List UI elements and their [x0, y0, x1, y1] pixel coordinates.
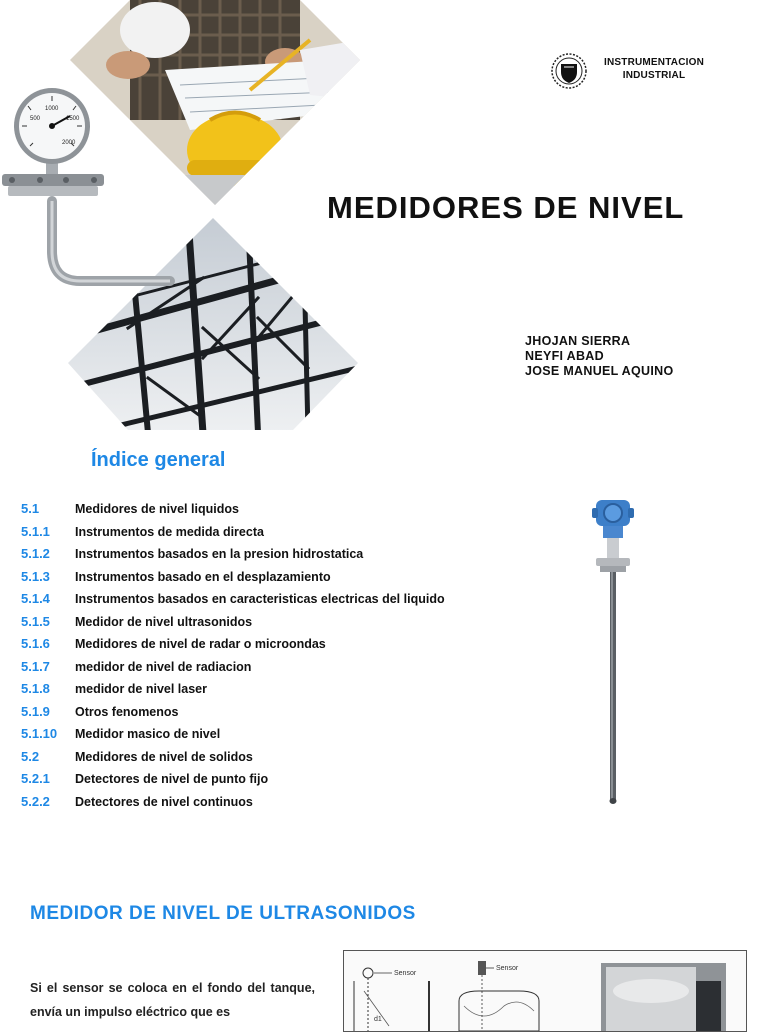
- toc-number: 5.2.2: [21, 793, 50, 809]
- toc-label: Detectores de nivel continuos: [75, 794, 253, 809]
- toc-item[interactable]: [21, 656, 461, 679]
- svg-text:2000: 2000: [62, 140, 76, 146]
- toc-number: 5.1.6: [21, 636, 50, 651]
- figure-label: Sensor: [496, 965, 519, 972]
- toc-item[interactable]: [21, 521, 461, 544]
- toc-label: Medidor masico de nivel: [75, 727, 221, 741]
- toc-label: Instrumentos basados en caracteristicas electricas del liquido: [75, 592, 445, 606]
- section-paragraph: Si el sensor se coloca en el fondo del tanque, envía un impulso eléctrico que es: [30, 981, 315, 1019]
- author-name: JOSE MANUEL AQUINO: [525, 364, 674, 378]
- toc-item[interactable]: [21, 543, 461, 566]
- svg-text:500: 500: [30, 116, 41, 122]
- svg-text:1500: 1500: [66, 116, 80, 122]
- toc-item[interactable]: [21, 498, 461, 521]
- toc-item[interactable]: [21, 633, 461, 656]
- organization-name: INSTRUMENTACION INDUSTRIAL: [603, 57, 705, 81]
- pressure-gauge-image: [0, 86, 180, 296]
- author-name: JHOJAN SIERRA: [525, 334, 631, 348]
- figure-label: d1: [374, 1016, 382, 1023]
- toc-item[interactable]: [21, 566, 461, 589]
- toc-item[interactable]: [21, 723, 461, 746]
- table-of-contents: [21, 498, 461, 813]
- toc-label: Medidores de nivel de solidos: [75, 749, 253, 764]
- toc-label: Instrumentos basado en el desplazamiento: [75, 569, 331, 584]
- toc-label: medidor de nivel de radiacion: [75, 659, 252, 674]
- toc-item[interactable]: [21, 611, 461, 634]
- toc-number: 5.1.3: [21, 568, 50, 584]
- author-name: NEYFI ABAD: [525, 349, 604, 363]
- toc-number: 5.1.1: [21, 523, 50, 539]
- level-transmitter-image: [588, 494, 638, 806]
- toc-number: 5.1.9: [21, 703, 50, 719]
- toc-item[interactable]: [21, 701, 461, 724]
- toc-item[interactable]: [21, 678, 461, 701]
- toc-item[interactable]: [21, 588, 461, 611]
- organization-logo: [550, 52, 588, 90]
- toc-number: 5.1: [21, 501, 40, 516]
- toc-number: 5.1.2: [21, 546, 50, 561]
- authors-list: [525, 334, 673, 379]
- toc-item[interactable]: [21, 768, 461, 791]
- toc-number: 5.2.1: [21, 771, 50, 786]
- toc-number: 5.1.10: [21, 726, 58, 741]
- svg-text:1000: 1000: [45, 106, 59, 112]
- toc-label: Detectores de nivel de punto fijo: [75, 772, 269, 786]
- toc-number: 5.2: [21, 748, 40, 764]
- toc-label: Otros fenomenos: [75, 704, 179, 719]
- toc-label: Instrumentos de medida directa: [75, 524, 264, 539]
- toc-number: 5.1.4: [21, 591, 50, 606]
- toc-label: Instrumentos basados en la presion hidrostatica: [75, 547, 364, 561]
- toc-item[interactable]: [21, 746, 461, 769]
- toc-number: 5.1.8: [21, 681, 50, 696]
- toc-label: medidor de nivel laser: [75, 682, 207, 696]
- toc-item[interactable]: [21, 791, 461, 814]
- toc-label: Medidor de nivel ultrasonidos: [75, 614, 253, 629]
- toc-number: 5.1.5: [21, 613, 50, 629]
- toc-number: 5.1.7: [21, 658, 50, 674]
- index-heading: Índice general: [91, 449, 226, 471]
- toc-label: Medidores de nivel de radar o microondas: [75, 637, 326, 651]
- document-title: MEDIDORES DE NIVEL: [327, 190, 685, 225]
- toc-label: Medidores de nivel liquidos: [75, 502, 239, 516]
- section-heading: MEDIDOR DE NIVEL DE ULTRASONIDOS: [30, 903, 416, 924]
- ultrasonic-diagram-figure: [343, 950, 747, 1032]
- figure-label: Sensor: [394, 970, 417, 977]
